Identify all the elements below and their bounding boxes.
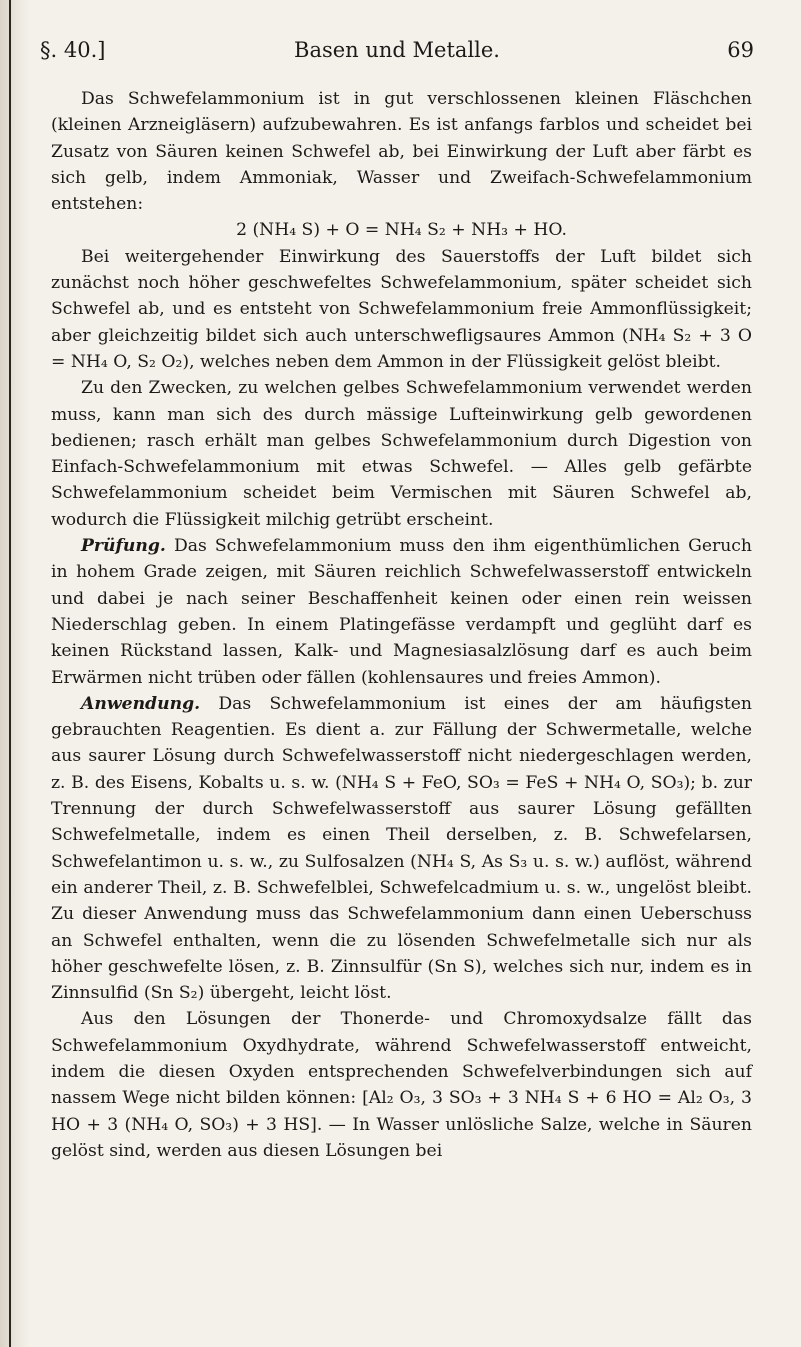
paragraph-yellow-sulfide: Zu den Zwecken, zu welchen gelbes Schwefelammonium verwendet werden muss, kann man sich des durch mässige Lufteinwirkung gelb gewordenen bedienen; rasch erhält man gelbes Schwefelammonium durch Digestion von Einfach-Schwefelammonium mit etwas Schwefel. — Alles gelb gefärbte Schwefelammonium scheidet beim Vermischen mit Säuren Schwefel ab, wodurch die Flüssigkeit milchig getrübt erscheint.: [51, 378, 752, 530]
equation-oxidation: 2 (NH₄ S) + O = NH₄ S₂ + NH₃ + HO.: [236, 220, 567, 241]
paragraph-further-oxidation: Bei weitergehender Einwirkung des Sauerstoffs der Luft bildet sich zunächst noch höher geschwefeltes Schwefelammonium, später scheidet sich Schwefel ab, und es entsteht von Schwefelammonium freie Ammonflüssigkeit; aber gleichzeitig bildet sich auch unterschwefligsaures Ammon (NH₄ S₂ + 3 O = NH₄ O, S₂ O₂), welches neben dem Ammon in der Flüssigkeit gelöst bleibt.: [51, 246, 752, 372]
page-gutter-shadow: [0, 0, 30, 1347]
paragraph-anwendung-text: Das Schwefelammonium ist eines der am häufigsten gebrauchten Reagentien. Es dient a. zur Fällung der Schwermetalle, welche aus saurer Lösung durch Schwefelwasserstoff nicht niedergeschlagen werden, z. B. des Eisens, Kobalts u. s. w. (NH₄ S + FeO, SO₃ = FeS + NH₄ O, SO₃); b. zur Trennung der durch Schwefelwasserstoff aus saurer Lösung gefällten Schwefelmetalle, indem es einen Theil derselben, z. B. Schwefelarsen, Schwefelantimon u. s. w., zu Sulfosalzen (NH₄ S, As S₃ u. s. w.) auflöst, während ein anderer Theil, z. B. Schwefelblei, Schwefelcadmium u. s. w., ungelöst bleibt. Zu dieser Anwendung muss das Schwefelammonium dann einen Ueberschuss an Schwefel enthalten, wenn die zu lösenden Schwefelmetalle sich nur als höher geschwefelte lösen, z. B. Zinnsulfür (Sn S), welches sich nur, indem es in Zinnsulfid (Sn S₂) übergeht, leicht löst.: [51, 693, 752, 1004]
body-text: [51, 86, 752, 1164]
section-marker: §. 40.]: [40, 38, 106, 62]
paragraph-storage: Das Schwefelammonium ist in gut verschlossenen kleinen Fläschchen (kleinen Arzneigläsern) aufzubewahren. Es ist anfangs farblos und scheidet bei Zusatz von Säuren keinen Schwefel ab, bei Einwirkung der Luft aber färbt es sich gelb, indem Ammoniak, Wasser und Zweifach-Schwefelammonium entstehen:: [51, 89, 752, 215]
paragraph-pruefung-text: Das Schwefelammonium muss den ihm eigenthümlichen Geruch in hohem Grade zeigen, mit Säuren reichlich Schwefelwasserstoff entwickeln und dabei je nach seiner Beschaffenheit keinen oder einen rein weissen Niederschlag geben. In einem Platingefässe verdampft und geglüht darf es keinen Rückstand lassen, Kalk- und Magnesiasalzlösung darf es auch beim Erwärmen nicht trüben oder fällen (kohlensaures und freies Ammon).: [51, 536, 752, 688]
binding-edge-line: [9, 0, 11, 1347]
running-title: Basen und Metalle.: [294, 38, 500, 62]
page-number: 69: [727, 38, 754, 62]
run-in-heading-anwendung: Anwendung.: [81, 693, 201, 714]
paragraph-anwendung: [51, 691, 752, 1007]
run-in-heading-pruefung: Prüfung.: [81, 536, 166, 557]
paragraph-pruefung: [51, 533, 752, 691]
running-header: [40, 38, 754, 72]
paragraph-oxide-hydrates: Aus den Lösungen der Thonerde- und Chromoxydsalze fällt das Schwefelammonium Oxydhydrate, während Schwefelwasserstoff entweicht, indem die diesen Oxyden entsprechenden Schwefelverbindungen sich auf nassem Wege nicht bilden können: [Al₂ O₃, 3 SO₃ + 3 NH₄ S + 6 HO = Al₂ O₃, 3 HO + 3 (NH₄ O, SO₃) + 3 HS]. — In Wasser unlösliche Salze, welche in Säuren gelöst sind, werden aus diesen Lösungen bei: [51, 1009, 752, 1161]
